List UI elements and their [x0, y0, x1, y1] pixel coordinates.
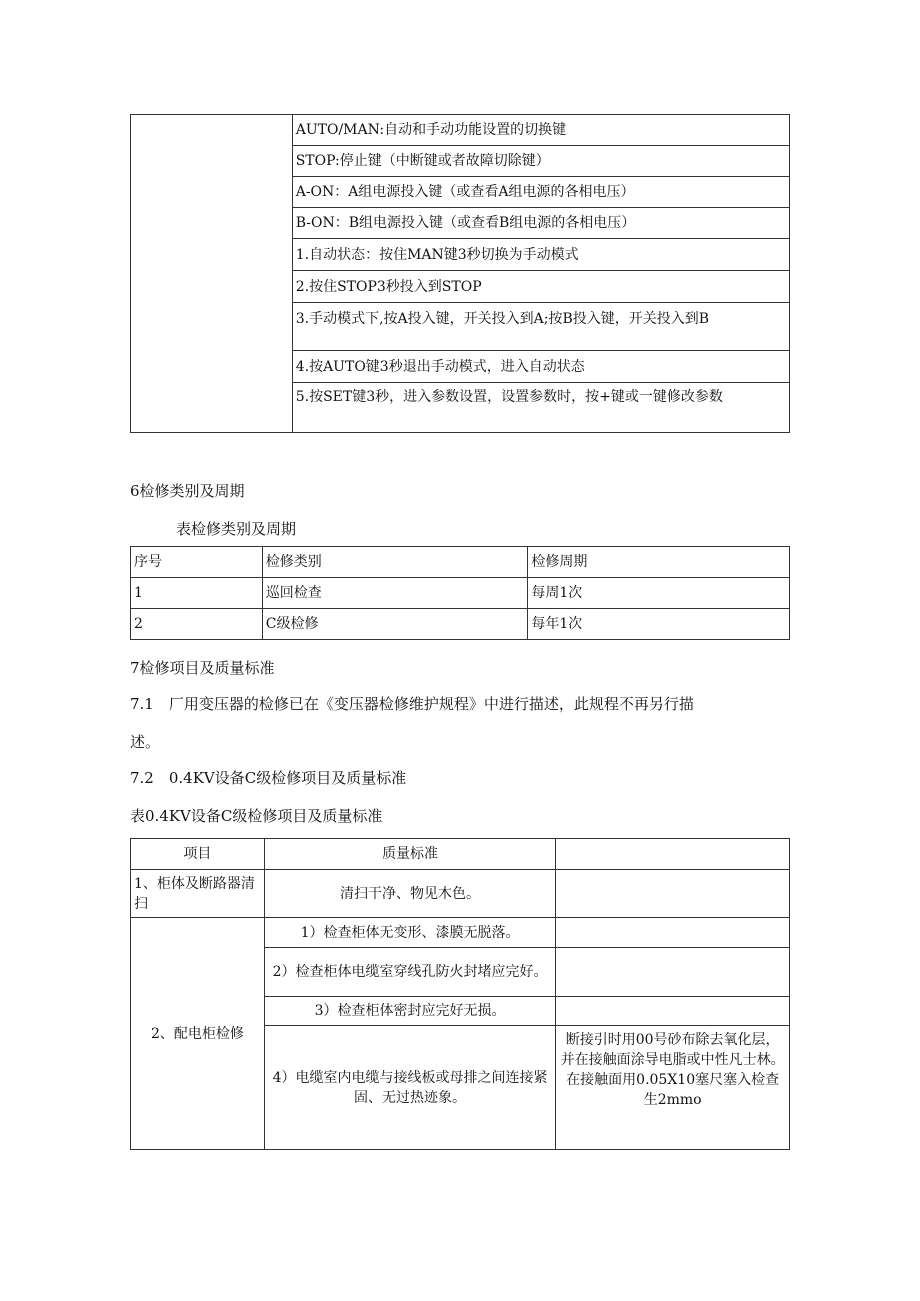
cycle-cell: 2 — [131, 609, 263, 640]
quality-standard-sub4: 4）电缆室内电缆与接线板或母排之间连接紧固、无过热迹象。 — [264, 1026, 556, 1150]
maintenance-cycle-table — [130, 546, 790, 640]
quality-standard-cabinet-cleaning: 清扫干净、物见木色。 — [264, 870, 556, 918]
cycle-cell: 1 — [131, 578, 263, 609]
keys-table — [130, 114, 790, 433]
quality-standard-table — [130, 838, 790, 1150]
keys-row: AUTO/MAN:自动和手动功能设置的切换键 — [292, 115, 789, 146]
cycle-cell: 巡回检查 — [262, 578, 528, 609]
quality-item-cabinet-cleaning: 1、柜体及断路器清扫 — [131, 870, 265, 918]
paragraph-7-2: 7.2 0.4KV设备C级检修项目及质量标准 — [130, 769, 407, 787]
section6-caption: 表检修类别及周期 — [176, 520, 297, 538]
quality-standard-sub2: 2）检查柜体电缆室穿线孔防火封堵应完好。 — [264, 948, 556, 997]
section7-caption: 表0.4KV设备C级检修项目及质量标准 — [130, 807, 383, 825]
keys-table-blank-cell — [131, 115, 293, 433]
keys-row: 1.自动状态：按住MAN键3秒切换为手动模式 — [292, 239, 789, 271]
cycle-cell: 每周1次 — [528, 578, 790, 609]
keys-row: 5.按SET键3秒，进入参数设置，设置参数时，按+键或一键修改参数 — [292, 383, 789, 433]
quality-standard-sub1: 1）检查柜体无变形、漆膜无脱落。 — [264, 918, 556, 948]
quality-item-cabinet-maintenance: 2、配电柜检修 — [131, 918, 265, 1150]
cycle-header-no: 序号 — [131, 547, 263, 578]
cycle-header-type: 检修类别 — [262, 547, 528, 578]
quality-standard-sub3: 3）检查柜体密封应完好无损。 — [264, 997, 556, 1026]
paragraph-7-1-line2: 述。 — [130, 733, 161, 751]
quality-empty-cell — [556, 870, 790, 918]
quality-standard-sub4-note: 断接引时用00号砂布除去氧化层，并在接触面涂导电脂或中性凡士林。在接触面用0.05X10塞尺塞入检查生2mmo — [556, 1026, 790, 1150]
keys-row: 3.手动模式下,按A投入键，开关投入到A;按B投入键，开关投入到B — [292, 303, 789, 351]
keys-row: B-ON：B组电源投入键（或查看B组电源的各相电压） — [292, 208, 789, 239]
keys-row: STOP:停止键（中断键或者故障切除键） — [292, 146, 789, 177]
quality-empty-cell — [556, 997, 790, 1026]
cycle-cell: C级检修 — [262, 609, 528, 640]
keys-row: A-ON：A组电源投入键（或查看A组电源的各相电压） — [292, 177, 789, 208]
quality-header-standard: 质量标准 — [264, 839, 556, 870]
keys-row: 2.按住STOP3秒投入到STOP — [292, 271, 789, 303]
section7-heading: 7检修项目及质量标准 — [130, 659, 275, 677]
quality-header-item: 项目 — [131, 839, 265, 870]
section6-heading: 6检修类别及周期 — [130, 482, 245, 500]
quality-header-extra — [556, 839, 790, 870]
cycle-cell: 每年1次 — [528, 609, 790, 640]
quality-empty-cell — [556, 918, 790, 948]
cycle-header-period: 检修周期 — [528, 547, 790, 578]
paragraph-7-1-line1: 7.1 厂用变压器的检修已在《变压器检修维护规程》中进行描述，此规程不再另行描 — [130, 695, 694, 713]
keys-row: 4.按AUTO键3秒退出手动模式，进入自动状态 — [292, 351, 789, 383]
quality-empty-cell — [556, 948, 790, 997]
